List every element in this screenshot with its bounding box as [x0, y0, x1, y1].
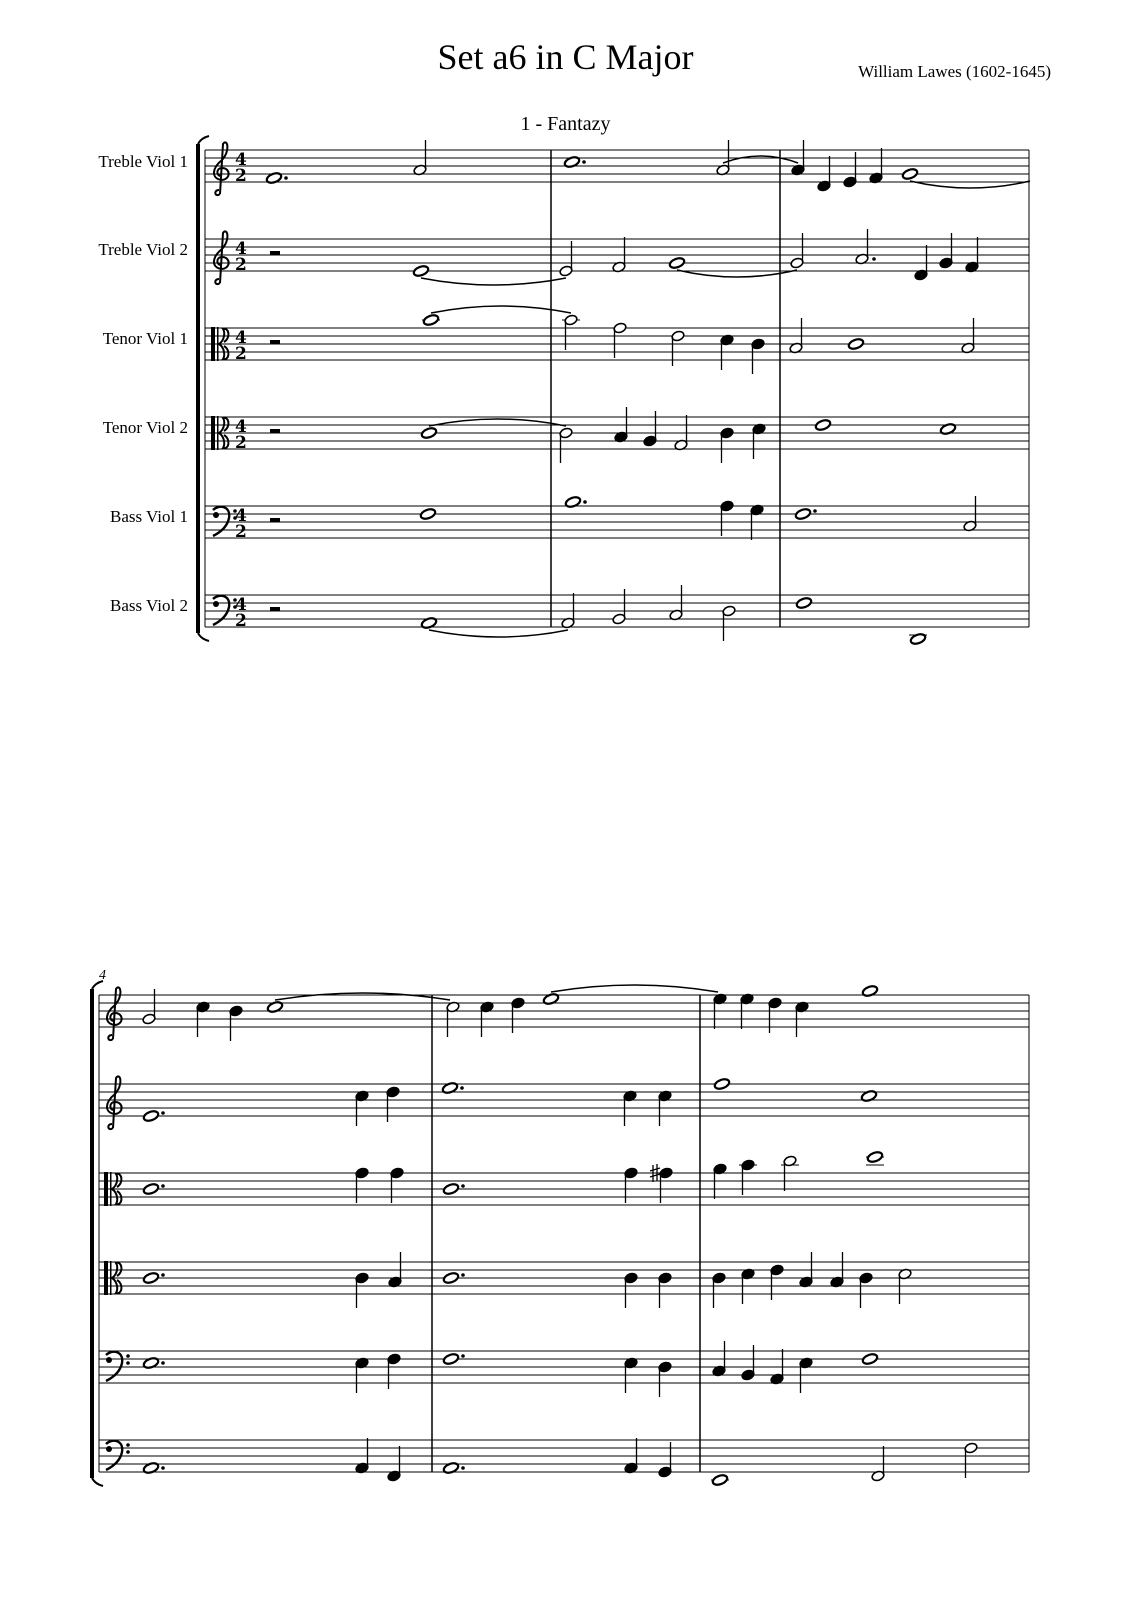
system-2-staff-4-alto-clef-icon	[104, 1261, 108, 1295]
tenor-viol-1-m4-note	[143, 1182, 160, 1195]
treble-viol-2-m4-note	[442, 1081, 459, 1094]
bass-viol-2-m4-note-dot	[461, 1466, 465, 1470]
bass-viol-2-note	[421, 616, 438, 629]
system-2-staff-5-bass-clef-dot-upper	[126, 1354, 130, 1358]
bass-viol-1-note-dot	[583, 500, 587, 504]
bass-viol-1-m4-note	[443, 1352, 460, 1365]
treble-viol-2-note	[669, 256, 686, 269]
system-1-staff-3-time-sig-top: 4	[235, 328, 247, 348]
movement-title: 1 - Fantazy	[520, 113, 611, 135]
instrument-label-tenor-viol-2: Tenor Viol 2	[102, 418, 188, 437]
system-1-staff-3-alto-clef-icon	[211, 327, 215, 361]
system-1-staff-3-alto-clef-bar	[217, 327, 219, 361]
system-2-staff-3-alto-clef-icon	[104, 1172, 108, 1206]
system-2-bracket-bottom	[92, 1478, 103, 1486]
tenor-viol-2-m4-note-dot	[161, 1273, 165, 1277]
treble-viol-1-note-dot	[582, 160, 586, 164]
treble-viol-1-m4-tie	[275, 993, 450, 1000]
system-1-staff-1-time-sig-top: 4	[235, 150, 247, 170]
tenor-viol-2-m4-note	[143, 1271, 160, 1284]
tenor-viol-1-tie	[431, 306, 571, 313]
treble-viol-1-m4-note	[862, 984, 879, 997]
system-1-staff-5-bass-clef-icon	[213, 507, 229, 536]
tenor-viol-1-m4-note-dot	[161, 1184, 165, 1188]
system-1-staff-4-alto-clef-bar	[217, 416, 219, 450]
treble-viol-2-m4-note	[714, 1077, 731, 1090]
system-1-staff-1-time-sig-bottom: 2	[235, 166, 247, 186]
treble-viol-1-note-dot	[284, 176, 288, 180]
system-1-staff-3-time-sig-bottom: 2	[235, 344, 247, 364]
bass-viol-2-m4-note-dot	[161, 1466, 165, 1470]
treble-viol-1-m4-note	[267, 1000, 284, 1013]
system-2-staff-6-bass-clef-dot-lower	[126, 1450, 130, 1454]
treble-viol-1-tie	[723, 156, 798, 163]
system-1-staff-5-bass-clef-dot	[213, 512, 219, 518]
system-1-staff-4-time-sig-top: 4	[235, 417, 247, 437]
treble-viol-1-note	[902, 167, 919, 180]
system-2-staff-5-bass-clef-dot-lower	[126, 1361, 130, 1365]
tenor-viol-1-m4-note	[443, 1182, 460, 1195]
system-2-staff-3-alto-clef-bar	[110, 1172, 112, 1206]
instrument-label-treble-viol-2: Treble Viol 2	[98, 240, 188, 259]
treble-viol-2-m4-note	[143, 1109, 160, 1122]
score-title: Set a6 in C Major	[437, 37, 694, 77]
bass-viol-1-note-dot	[813, 509, 817, 513]
system-1-staff-6-time-sig-top: 4	[235, 595, 247, 615]
system-2-staff-6-bass-clef-dot	[106, 1446, 112, 1452]
bass-viol-1-m4-note-dot	[461, 1354, 465, 1358]
system-1-bracket-bottom	[198, 633, 209, 641]
tenor-viol-1-m4-note-dot	[461, 1184, 465, 1188]
system-1-staff-5-time-sig-bottom: 2	[235, 522, 247, 542]
system-2-bracket-top	[92, 981, 103, 989]
instrument-label-tenor-viol-1: Tenor Viol 1	[102, 329, 188, 348]
system-2-staff-4-alto-clef-bar	[110, 1261, 112, 1295]
tenor-viol-2-note	[421, 426, 438, 439]
system-1-staff-4-alto-clef-icon	[211, 416, 215, 450]
bass-viol-2-m4-note	[143, 1461, 160, 1474]
bass-viol-1-half-rest-icon	[270, 518, 280, 522]
bass-viol-1-m4-note-dot	[161, 1361, 165, 1365]
treble-viol-2-m4-note-dot	[161, 1111, 165, 1115]
system-1-bracket-top	[198, 136, 209, 144]
tenor-viol-2-m4-note	[443, 1271, 460, 1284]
system-1-staff-6-bass-clef-icon	[213, 596, 229, 625]
tenor-viol-1-note	[423, 313, 440, 326]
treble-viol-1-note	[266, 171, 283, 184]
system-2-staff-6-bass-clef-icon	[106, 1441, 122, 1470]
bass-viol-2-m4-note	[712, 1473, 729, 1486]
tenor-viol-1-m4-note	[867, 1150, 884, 1163]
system-1-staff-4-time-sig-bottom: 2	[235, 433, 247, 453]
instrument-label-treble-viol-1: Treble Viol 1	[98, 152, 188, 171]
bass-viol-1-m4-note	[143, 1356, 160, 1369]
tenor-viol-2-half-rest-icon	[270, 429, 280, 433]
treble-viol-1-note	[564, 155, 581, 168]
system-1-staff-2-time-sig-bottom: 2	[235, 255, 247, 275]
tenor-viol-2-note	[940, 422, 957, 435]
system-1-staff-6-time-sig-bottom: 2	[235, 611, 247, 631]
bass-viol-1-note	[795, 507, 812, 520]
system-1-staff-2-time-sig-top: 4	[235, 239, 247, 259]
system-2-staff-5-bass-clef-dot	[106, 1357, 112, 1363]
bass-viol-2-half-rest-icon	[270, 607, 280, 611]
measure-number: 4	[99, 968, 106, 983]
system-2-staff-6-bass-clef-dot-upper	[126, 1443, 130, 1447]
treble-viol-2-m4-note	[861, 1089, 878, 1102]
system-1-staff-5-time-sig-top: 4	[235, 506, 247, 526]
treble-viol-2-tie	[421, 278, 566, 285]
bass-viol-1-note	[420, 507, 437, 520]
tenor-viol-1-note	[848, 337, 865, 350]
composer-credit: William Lawes (1602-1645)	[858, 62, 1051, 81]
instrument-label-bass-viol-1: Bass Viol 1	[109, 507, 188, 526]
tenor-viol-1-half-rest-icon	[270, 340, 280, 344]
treble-viol-1-m4-note	[543, 992, 560, 1005]
bass-viol-1-m4-note	[862, 1352, 879, 1365]
bass-viol-1-note	[565, 495, 582, 508]
treble-viol-2-half-rest-icon	[270, 251, 280, 255]
treble-viol-2-m4-note-dot	[460, 1086, 464, 1090]
treble-viol-2-note-dot	[872, 257, 876, 261]
bass-viol-2-m4-note	[443, 1461, 460, 1474]
treble-viol-2-note	[413, 264, 430, 277]
bass-viol-2-note	[796, 596, 813, 609]
system-2-staff-5-bass-clef-icon	[106, 1352, 122, 1381]
system-1-bracket	[196, 144, 200, 633]
bass-viol-2-tie	[429, 630, 568, 637]
treble-viol-1-m4-tie	[551, 985, 718, 992]
system-1-staff-6-bass-clef-dot	[213, 601, 219, 607]
bass-viol-2-note	[910, 632, 927, 645]
tenor-viol-2-m4-note-dot	[461, 1273, 465, 1277]
tenor-viol-2-note	[815, 418, 832, 431]
system-2-bracket	[90, 989, 94, 1478]
instrument-label-bass-viol-2: Bass Viol 2	[109, 596, 188, 615]
